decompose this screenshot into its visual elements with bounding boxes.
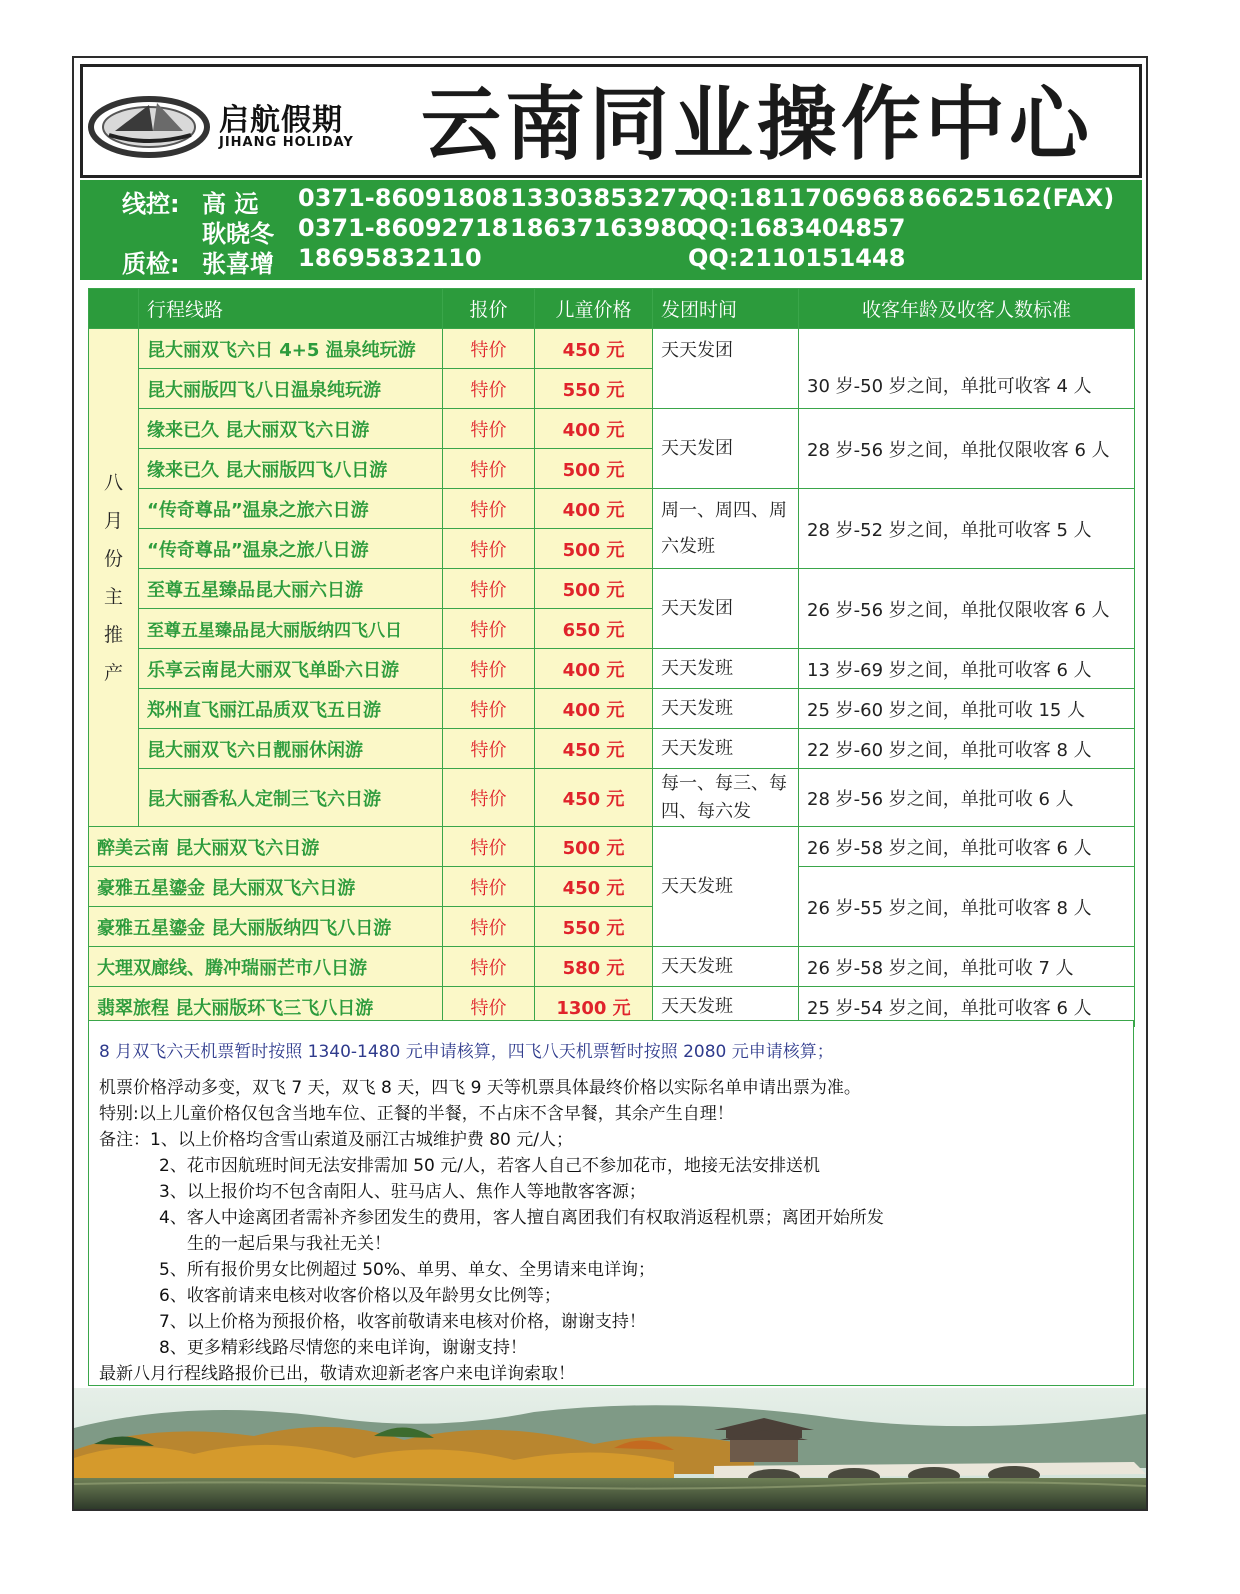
child-price: 500 元: [535, 827, 653, 867]
contact-tel-3: 18695832110: [298, 244, 482, 272]
departure: 天天发班: [653, 649, 799, 689]
page-title: 云南同业操作中心: [421, 78, 1093, 171]
route-name: “传奇尊品”温泉之旅六日游: [139, 489, 443, 529]
guest-standard: 30 岁-50 岁之间，单批可收客 4 人: [799, 329, 1135, 409]
departure: 天天发班: [653, 827, 799, 947]
contact-mobile-2: 18637163980: [510, 214, 694, 242]
child-price: 650 元: [535, 609, 653, 649]
header-standard: 收客年龄及收客人数标准: [799, 289, 1135, 329]
sail-logo-icon: [87, 91, 217, 161]
child-price: 550 元: [535, 369, 653, 409]
child-price: 450 元: [535, 729, 653, 769]
contact-band: [80, 180, 1142, 280]
route-price: 特价: [443, 529, 535, 569]
lake-pavilion-scene-icon: [74, 1388, 1146, 1509]
route-name: 豪雅五星鎏金 昆大丽双飞六日游: [89, 867, 443, 907]
note-line: 生的一起后果与我社无关！: [187, 1234, 391, 1254]
note-line: 5、所有报价男女比例超过 50%、单男、单女、全男请来电详询；: [159, 1260, 656, 1280]
departure: 天天发班: [653, 689, 799, 729]
flyer-frame: [72, 56, 1148, 1511]
note-line: 8、更多精彩线路尽情您的来电详询，谢谢支持！: [159, 1338, 527, 1358]
route-price: 特价: [443, 729, 535, 769]
guest-standard: 25 岁-60 岁之间，单批可收 15 人: [799, 689, 1135, 729]
guest-standard: 22 岁-60 岁之间，单批可收客 8 人: [799, 729, 1135, 769]
departure: 天天发班: [653, 947, 799, 987]
route-name: 昆大丽双飞六日 4+5 温泉纯玩游: [139, 329, 443, 369]
route-name: 缘来已久 昆大丽双飞六日游: [139, 409, 443, 449]
header-child-price: 儿童价格: [535, 289, 653, 329]
route-name: 缘来已久 昆大丽版四飞八日游: [139, 449, 443, 489]
table-row: [89, 329, 1135, 369]
child-price: 400 元: [535, 689, 653, 729]
route-price: 特价: [443, 329, 535, 369]
note-line: 备注：1、以上价格均含雪山索道及丽江古城维护费 80 元/人；: [99, 1130, 573, 1150]
child-price: 450 元: [535, 867, 653, 907]
route-price: 特价: [443, 449, 535, 489]
route-name: 昆大丽香私人定制三飞六日游: [139, 769, 443, 827]
child-price: 450 元: [535, 769, 653, 827]
contact-tel-1: 0371-86091808: [298, 184, 509, 212]
guest-standard: 26 岁-55 岁之间，单批可收客 8 人: [799, 867, 1135, 947]
quality-check-label: 质检:: [122, 250, 180, 278]
child-price: 400 元: [535, 489, 653, 529]
header: [80, 64, 1142, 178]
route-name: 翡翠旅程 昆大丽版环飞三飞八日游: [89, 987, 443, 1027]
table-header-row: [89, 289, 1135, 329]
table-row: [89, 947, 1135, 987]
scenic-landscape-image: [74, 1388, 1146, 1509]
child-price: 500 元: [535, 569, 653, 609]
route-name: 郑州直飞丽江品质双飞五日游: [139, 689, 443, 729]
departure: 天天发班: [653, 987, 799, 1027]
route-price: 特价: [443, 987, 535, 1027]
note-line: 机票价格浮动多变，双飞 7 天，双飞 8 天，四飞 9 天等机票具体最终价格以实际名单申请出票为准。: [99, 1078, 861, 1098]
header-departure: 发团时间: [653, 289, 799, 329]
child-price: 550 元: [535, 907, 653, 947]
route-name: “传奇尊品”温泉之旅八日游: [139, 529, 443, 569]
contact-name-3: 张喜增: [202, 250, 274, 278]
note-line: 特别:以上儿童价格仅包含当地车位、正餐的半餐，不占床不含早餐，其余产生自理！: [99, 1104, 734, 1124]
guest-standard: 13 岁-69 岁之间，单批可收客 6 人: [799, 649, 1135, 689]
table-row: [89, 689, 1135, 729]
departure: 天天发团: [653, 409, 799, 489]
note-line: 最新八月行程线路报价已出，敬请欢迎新老客户来电详询索取！: [99, 1364, 575, 1384]
route-price: 特价: [443, 609, 535, 649]
table-row: [89, 569, 1135, 609]
month-label: 八 月 份 主 推 产: [89, 329, 139, 827]
contact-name-1: 高 远: [202, 190, 259, 218]
route-price: 特价: [443, 769, 535, 827]
note-line: 4、客人中途离团者需补齐参团发生的费用，客人擅自离团我们有权取消返程机票；离团开始所发: [159, 1208, 884, 1228]
route-name: 醉美云南 昆大丽双飞六日游: [89, 827, 443, 867]
ticket-note: 8 月双飞六天机票暂时按照 1340-1480 元申请核算，四飞八天机票暂时按照 2080 元申请核算；: [99, 1042, 834, 1062]
table-row: [89, 729, 1135, 769]
note-line: 7、以上价格为预报价格，收客前敬请来电核对价格，谢谢支持！: [159, 1312, 646, 1332]
route-price-table: [88, 288, 1134, 1027]
table-row: [89, 867, 1135, 907]
departure: 天天发班: [653, 729, 799, 769]
header-price: 报价: [443, 289, 535, 329]
guest-standard: 26 岁-56 岁之间，单批仅限收客 6 人: [799, 569, 1135, 649]
departure: 天天发团: [653, 329, 799, 409]
note-line: 3、以上报价均不包含南阳人、驻马店人、焦作人等地散客客源；: [159, 1182, 646, 1202]
contact-tel-2: 0371-86092718: [298, 214, 509, 242]
note-line: 6、收客前请来电核对收客价格以及年龄男女比例等；: [159, 1286, 561, 1306]
table-row: [89, 409, 1135, 449]
guest-standard: 26 岁-58 岁之间，单批可收 7 人: [799, 947, 1135, 987]
departure: 周一、周四、周六发班: [653, 489, 799, 569]
route-price: 特价: [443, 369, 535, 409]
departure: 每一、每三、每四、每六发: [653, 769, 799, 827]
child-price: 500 元: [535, 449, 653, 489]
child-price: 400 元: [535, 409, 653, 449]
route-price: 特价: [443, 907, 535, 947]
notes-section: [88, 1020, 1134, 1386]
table-row: [89, 489, 1135, 529]
note-line: 2、花市因航班时间无法安排需加 50 元/人，若客人自己不参加花市，地接无法安排送机: [159, 1156, 820, 1176]
company-logo: [87, 91, 354, 161]
line-control-label: 线控:: [122, 190, 180, 218]
table-row: [89, 649, 1135, 689]
child-price: 500 元: [535, 529, 653, 569]
route-price: 特价: [443, 827, 535, 867]
route-price: 特价: [443, 569, 535, 609]
child-price: 400 元: [535, 649, 653, 689]
route-name: 至尊五星臻品昆大丽版纳四飞八日: [139, 609, 443, 649]
route-price: 特价: [443, 649, 535, 689]
contact-qq-3: QQ:2110151448: [688, 244, 906, 272]
guest-standard: 28 岁-52 岁之间，单批可收客 5 人: [799, 489, 1135, 569]
table-row: [89, 769, 1135, 827]
guest-standard: 26 岁-58 岁之间，单批可收客 6 人: [799, 827, 1135, 867]
logo-english: JIHANG HOLIDAY: [219, 135, 354, 150]
route-name: 至尊五星臻品昆大丽六日游: [139, 569, 443, 609]
contact-mobile-1: 13303853277: [510, 184, 694, 212]
header-route: 行程线路: [139, 289, 443, 329]
route-name: 乐享云南昆大丽双飞单卧六日游: [139, 649, 443, 689]
contact-fax-1: 86625162(FAX): [908, 184, 1115, 212]
child-price: 1300 元: [535, 987, 653, 1027]
guest-standard: 28 岁-56 岁之间，单批仅限收客 6 人: [799, 409, 1135, 489]
child-price: 580 元: [535, 947, 653, 987]
contact-name-2: 耿晓冬: [202, 220, 274, 248]
guest-standard: 25 岁-54 岁之间，单批可收客 6 人: [799, 987, 1135, 1027]
guest-standard: 28 岁-56 岁之间，单批可收 6 人: [799, 769, 1135, 827]
route-name: 大理双廊线、腾冲瑞丽芒市八日游: [89, 947, 443, 987]
route-price: 特价: [443, 947, 535, 987]
route-price: 特价: [443, 489, 535, 529]
route-name: 豪雅五星鎏金 昆大丽版纳四飞八日游: [89, 907, 443, 947]
route-name: 昆大丽双飞六日靓丽休闲游: [139, 729, 443, 769]
route-name: 昆大丽版四飞八日温泉纯玩游: [139, 369, 443, 409]
table-row: [89, 827, 1135, 867]
route-price: 特价: [443, 689, 535, 729]
contact-qq-2: QQ:1683404857: [688, 214, 906, 242]
departure: 天天发团: [653, 569, 799, 649]
route-price: 特价: [443, 867, 535, 907]
contact-qq-1: QQ:1811706968: [688, 184, 906, 212]
logo-name: 启航假期: [219, 103, 343, 138]
child-price: 450 元: [535, 329, 653, 369]
route-price: 特价: [443, 409, 535, 449]
